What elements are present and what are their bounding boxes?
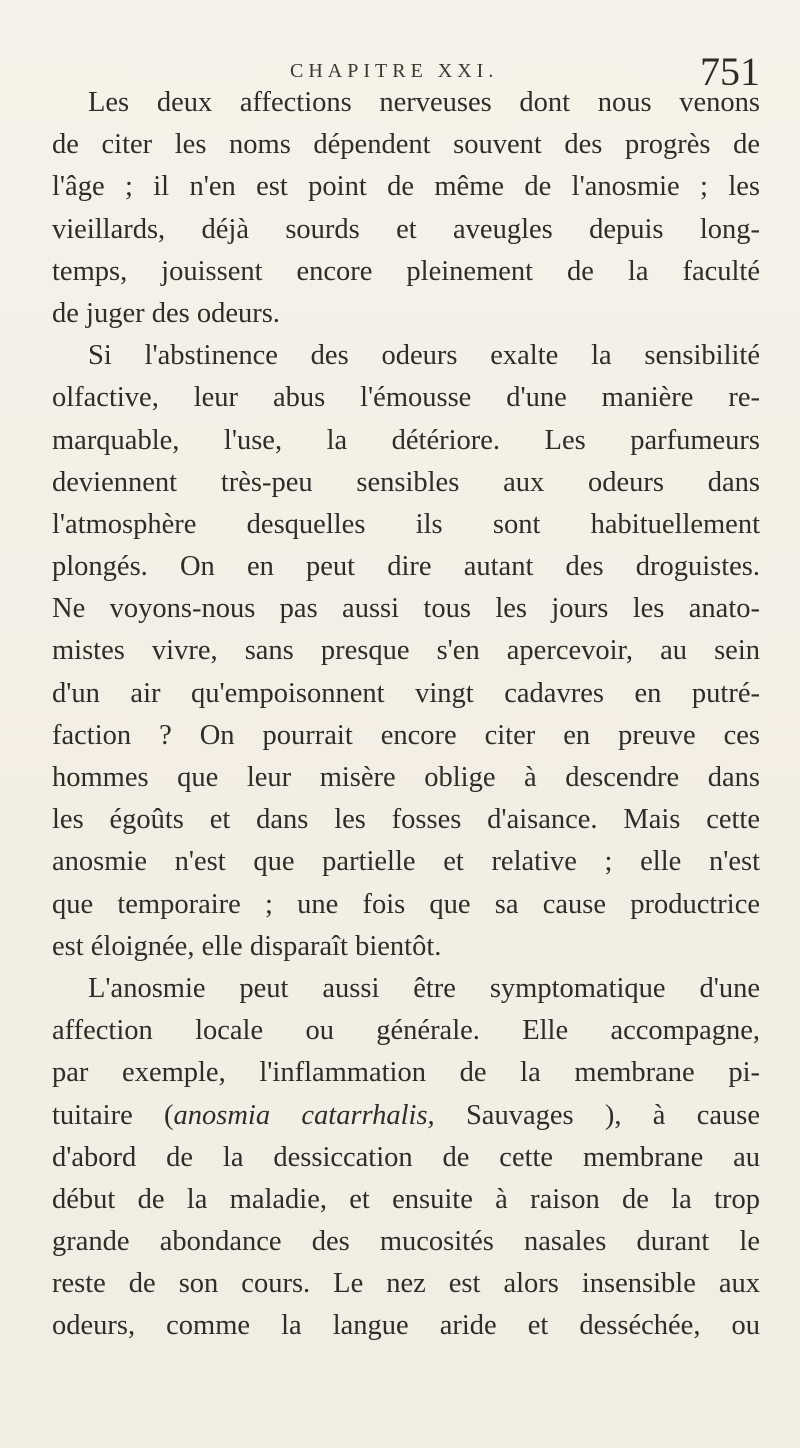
text-line: plongés. On en peut dire autant des droguistes.	[52, 551, 760, 583]
text-line: de citer les noms dépendent souvent des progrès de	[52, 129, 760, 161]
text-line: Si l'abstinence des odeurs exalte la sensibilité	[88, 340, 760, 372]
page-number: 751	[700, 49, 760, 94]
text-line: L'anosmie peut aussi être symptomatique d'une	[88, 972, 760, 1004]
text-line: l'atmosphère desquelles ils sont habituellement	[52, 508, 760, 540]
body-text	[52, 82, 760, 1348]
text-line: faction ? On pourrait encore citer en preuve ces	[52, 719, 760, 751]
text-line: vieillards, déjà sourds et aveugles depuis long-	[52, 213, 760, 245]
text-line: affection locale ou générale. Elle accompagne,	[52, 1015, 760, 1047]
text-line: début de la maladie, et ensuite à raison de la trop	[52, 1183, 760, 1215]
text-line: d'un air qu'empoisonnent vingt cadavres en putré-	[52, 677, 760, 709]
text-line: anosmie n'est que partielle et relative ; elle n'est	[52, 846, 760, 878]
text-line: est éloignée, elle disparaît bientôt.	[52, 930, 442, 962]
text-line: reste de son cours. Le nez est alors insensible aux	[52, 1268, 760, 1300]
text-line	[52, 1095, 760, 1137]
text-line: deviennent très-peu sensibles aux odeurs dans	[52, 466, 760, 498]
text-line: l'âge ; il n'en est point de même de l'anosmie ; les	[52, 171, 760, 203]
text-line: de juger des odeurs.	[52, 297, 280, 329]
text-line: Les deux affections nerveuses dont nous venons	[88, 87, 760, 118]
text-segment: tuitaire (	[52, 1099, 174, 1131]
text-line: olfactive, leur abus l'émousse d'une manière re-	[52, 382, 760, 414]
running-head: CHAPITRE XXI.	[290, 60, 499, 82]
text-line: grande abondance des mucosités nasales durant le	[52, 1226, 760, 1258]
text-line: les égoûts et dans les fosses d'aisance. Mais cette	[52, 804, 760, 836]
latin-term: anosmia catarrhalis,	[173, 1099, 435, 1131]
text-line: par exemple, l'inflammation de la membrane pi-	[52, 1057, 760, 1089]
text-line: d'abord de la dessiccation de cette membrane au	[52, 1141, 760, 1173]
text-line: Ne voyons-nous pas aussi tous les jours les anato-	[52, 593, 760, 625]
text-line: que temporaire ; une fois que sa cause productrice	[52, 888, 760, 920]
text-line: marquable, l'use, la détériore. Les parfumeurs	[52, 424, 760, 456]
text-line: odeurs, comme la langue aride et desséchée, ou	[52, 1310, 760, 1342]
text-line: hommes que leur misère oblige à descendre dans	[52, 762, 760, 793]
text-segment: Sauvages ), à cause	[434, 1099, 760, 1131]
text-line: temps, jouissent encore pleinement de la faculté	[52, 255, 760, 287]
text-line: mistes vivre, sans presque s'en apercevoir, au sein	[52, 635, 760, 667]
